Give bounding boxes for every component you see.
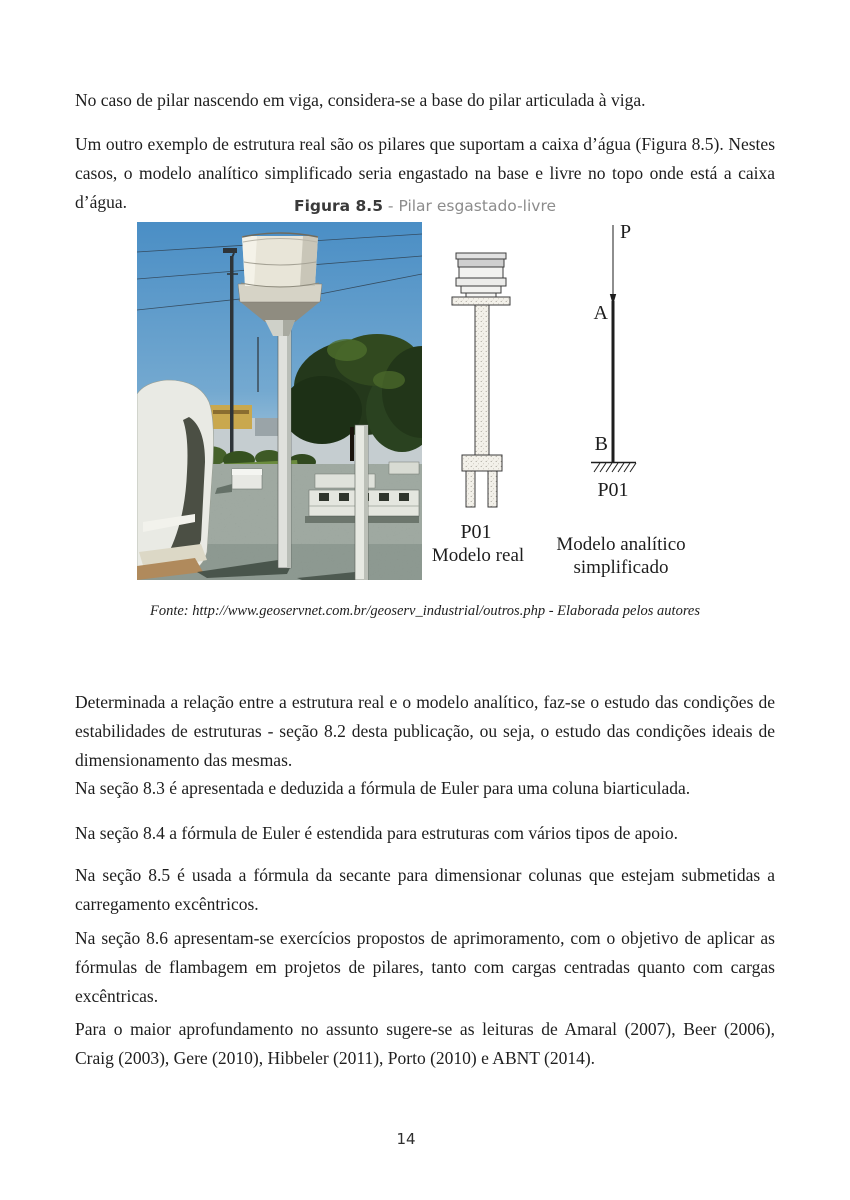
figure-source: Fonte: http://www.geoservnet.com.br/geoserv_industrial/outros.php - Elaborada pelos autores: [149, 603, 701, 619]
paragraph-8: Para o maior aprofundamento no assunto sugere-se as leituras de Amaral (2007), Beer (2006), Craig (2003), Gere (2010), Hibbeler (2011), Porto (2010) e ABNT (2014).: [75, 1018, 775, 1068]
real-model-caption: Modelo real: [431, 545, 525, 565]
foreground-post: [355, 425, 368, 580]
pillar: [278, 320, 291, 568]
real-model-pillar-label: P01: [460, 521, 492, 543]
paragraph-7: Na seção 8.6 apresentam-se exercícios propostos de aprimoramento, com o objetivo de aplicar as fórmulas de flambagem em projetos de pilares, tanto com cargas centradas quanto com cargas excêntricas.: [75, 927, 775, 1006]
column-sketch: [462, 305, 502, 507]
paragraph-3: Determinada a relação entre a estrutura real e o modelo analítico, faz-se o estudo das condições de estabilidades de estruturas - seção 8.2 desta publicação, ou seja, o estudo das condições ideais de dimensionamento das mesmas.: [75, 691, 775, 770]
figure-title-text: - Pilar esgastado-livre: [387, 197, 557, 215]
fixed-support: [591, 463, 636, 473]
analytical-pillar-label: P01: [597, 479, 629, 501]
shelter: [137, 380, 214, 580]
page-number: 14: [396, 1130, 416, 1148]
analytical-model-diagram: [550, 213, 690, 578]
paragraph-2: Um outro exemplo de estrutura real são os pilares que suportam a caixa d’água (Figura 8.5). Nestes casos, o modelo analítico simplificado seria engastado na base e livre no topo onde está a caixa d’água.: [75, 133, 775, 212]
paragraph-6: Na seção 8.5 é usada a fórmula da secante para dimensionar colunas que estejam submetidas a carregamento excêntricos.: [75, 864, 775, 914]
point-a-label: A: [593, 302, 608, 324]
paragraph-5: Na seção 8.4 a fórmula de Euler é estendida para estruturas com vários tipos de apoio.: [75, 822, 679, 843]
paragraph-4: Na seção 8.3 é apresentada e deduzida a fórmula de Euler para uma coluna biarticulada.: [75, 777, 691, 798]
analytical-caption-line1: Modelo analítico: [556, 534, 686, 555]
water-tower-photo: [137, 222, 422, 580]
load-label: P: [620, 221, 632, 243]
point-b-label: B: [594, 433, 608, 455]
analytical-caption-line2: simplificado: [573, 557, 669, 578]
real-model-diagram: [430, 250, 540, 565]
tank-sketch: [452, 253, 510, 305]
paragraph-1: No caso de pilar nascendo em viga, considera-se a base do pilar articulada à viga.: [75, 89, 646, 110]
figure-number: Figura 8.5: [293, 197, 383, 215]
